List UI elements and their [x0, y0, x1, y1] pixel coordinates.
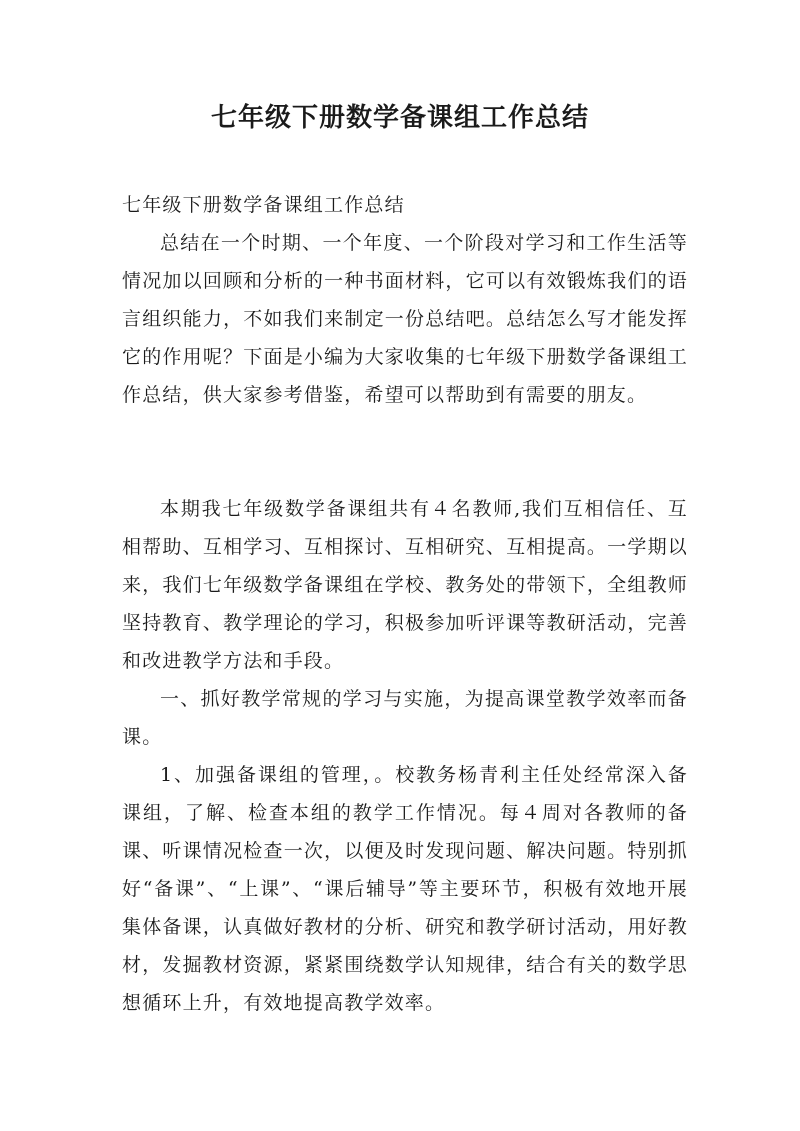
paragraph-intro: 总结在一个时期、一个年度、一个阶段对学习和工作生活等情况加以回顾和分析的一种书面材料，它可以有效锻炼我们的语言组织能力，不如我们来制定一份总结吧。总结怎么写才能发挥它的作用呢？下面是小编为大家收集的七年级下册数学备课组工作总结，供大家参考借鉴，希望可以帮助到有需要的朋友。 [122, 232, 688, 406]
paragraph-overview: 本期我七年级数学备课组共有４名教师,我们互相信任、互相帮助、互相学习、互相探讨、互相研究、互相提高。一学期以来，我们七年级数学备课组在学校、教务处的带领下，全组教师坚持教育、教学理论的学习，积极参加听评课等教研活动，完善和改进教学方法和手段。 [122, 498, 688, 672]
document-subtitle: 七年级下册数学备课组工作总结 [122, 194, 405, 216]
document-body [122, 186, 688, 1022]
paragraph-item-1: 1、加强备课组的管理，。校教务杨青利主任处经常深入备课组，了解、检查本组的教学工作情况。每４周对各教师的备课、听课情况检查一次，以便及时发现问题、解决问题。特别抓好“备课”、“上课”、“课后辅导”等主要环节，积极有效地开展集体备课，认真做好教材的分析、研究和教学研讨活动，用好教材，发掘教材资源，紧紧围绕数学认知规律，结合有关的数学思想循环上升，有效地提高教学效率。 [122, 764, 688, 1014]
section-heading-1: 一、抓好教学常规的学习与实施，为提高课堂教学效率而备课。 [122, 688, 688, 748]
document-title: 七年级下册数学备课组工作总结 [210, 103, 589, 133]
paragraph-spacer [122, 414, 688, 490]
